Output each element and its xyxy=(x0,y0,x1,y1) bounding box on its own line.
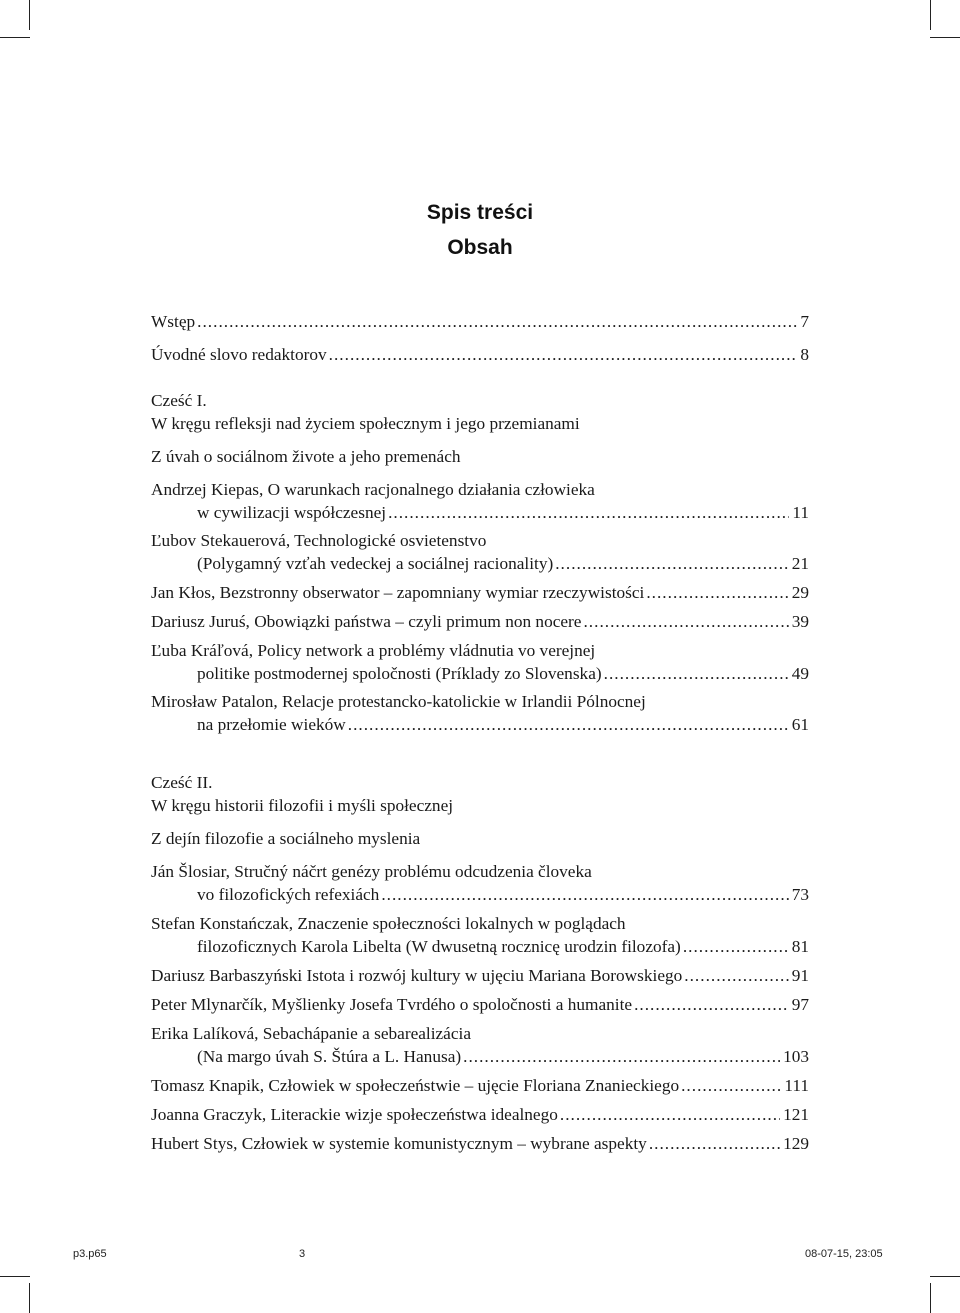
toc-entry[interactable] xyxy=(151,912,809,958)
crop-mark-top-right-horizontal xyxy=(930,37,960,38)
toc-part-2 xyxy=(151,771,809,1155)
toc-entry-text: Hubert Stys, Człowiek w systemie komunistycznym – wybrane aspekty xyxy=(151,1134,647,1153)
crop-mark-top-left-vertical xyxy=(29,0,30,30)
dot-leader xyxy=(683,935,789,958)
crop-mark-bottom-right-horizontal xyxy=(930,1276,960,1277)
toc-page-number: 73 xyxy=(791,885,809,904)
toc-entry[interactable] xyxy=(151,1022,809,1068)
dot-leader xyxy=(684,964,788,987)
crop-mark-bottom-left-vertical xyxy=(29,1283,30,1313)
toc-page-number: 97 xyxy=(791,995,809,1014)
toc-entry-text: Úvodné slovo redaktorov xyxy=(151,345,327,364)
toc-entry[interactable] xyxy=(151,478,809,524)
footer-file-name: p3.p65 xyxy=(73,1248,107,1260)
dot-leader xyxy=(381,883,788,906)
crop-mark-bottom-left-horizontal xyxy=(0,1276,30,1277)
toc-entry-line: Mirosław Patalon, Relacje protestancko-katolickie w Irlandii Pólnocnej xyxy=(151,692,646,711)
toc-entry[interactable] xyxy=(151,581,809,604)
toc-part-1 xyxy=(151,389,809,736)
toc-entry-line: Ľuba Kráľová, Policy network a problémy vládnutia vo verejnej xyxy=(151,641,596,660)
footer-page-number: 3 xyxy=(299,1248,306,1260)
toc-page-number: 129 xyxy=(783,1134,809,1153)
footer-timestamp: 08-07-15, 23:05 xyxy=(805,1248,883,1260)
toc-entry[interactable] xyxy=(151,639,809,685)
crop-mark-top-left-horizontal xyxy=(0,37,30,38)
dot-leader xyxy=(646,581,788,604)
toc-page-number: 29 xyxy=(791,583,809,602)
toc-entry-text: Joanna Graczyk, Literackie wizje społeczeństwa idealnego xyxy=(151,1105,558,1124)
toc-page-number: 81 xyxy=(791,937,809,956)
toc-page-number: 61 xyxy=(791,715,809,734)
dot-leader xyxy=(463,1045,780,1068)
toc-entry-text: (Na margo úvah S. Štúra a L. Hanusa) xyxy=(197,1047,462,1066)
toc-page-number: 103 xyxy=(783,1047,809,1066)
toc-entry-text: Peter Mlynarčík, Myšlienky Josefa Tvrdého o spoločnosti a humanite xyxy=(151,995,633,1014)
toc-entry[interactable] xyxy=(151,310,809,333)
toc-entry[interactable] xyxy=(151,1103,809,1126)
dot-leader xyxy=(560,1103,780,1126)
dot-leader xyxy=(388,501,789,524)
dot-leader xyxy=(555,552,788,575)
toc-entry[interactable] xyxy=(151,1074,809,1097)
dot-leader xyxy=(197,310,797,333)
toc-entry-text: Jan Kłos, Bezstronny obserwator – zapomniany wymiar rzeczywistości xyxy=(151,583,645,602)
toc-entry-line: Erika Lalíková, Sebachápanie a sebarealizácia xyxy=(151,1024,471,1043)
toc-page-number: 49 xyxy=(791,664,809,683)
toc-entry-line: Ľubov Stekauerová, Technologické osvietenstvo xyxy=(151,531,487,550)
toc-page-number: 91 xyxy=(791,966,809,985)
toc-page-number: 21 xyxy=(791,554,809,573)
toc-entry-text: na przełomie wieków xyxy=(197,715,346,734)
toc-entry[interactable] xyxy=(151,1132,809,1155)
crop-mark-top-right-vertical xyxy=(930,0,931,30)
title-slovak: Obsah xyxy=(447,236,513,259)
part-label: Cześć I. xyxy=(151,391,207,410)
toc-entry-text: filozoficznych Karola Libelta (W dwusetną rocznicę urodzin filozofa) xyxy=(197,937,681,956)
toc-entry[interactable] xyxy=(151,343,809,366)
toc-page-number: 11 xyxy=(792,503,809,522)
toc-entry-text: Tomasz Knapik, Człowiek w społeczeństwie – ujęcie Floriana Znanieckiego xyxy=(151,1076,680,1095)
toc-entry-text: Wstęp xyxy=(151,312,196,331)
dot-leader xyxy=(634,993,789,1016)
toc-entry-line: Stefan Konstańczak, Znaczenie społeczności lokalnych w poglądach xyxy=(151,914,626,933)
part-heading-polish: W kręgu historii filozofii i myśli społecznej xyxy=(151,796,454,815)
toc-page-number: 39 xyxy=(791,612,809,631)
toc-entry-text: Dariusz Barbaszyński Istota i rozwój kultury w ujęciu Mariana Borowskiego xyxy=(151,966,683,985)
part-heading-slovak: Z úvah o sociálnom živote a jeho premenách xyxy=(151,447,461,466)
toc-entry[interactable] xyxy=(151,690,809,736)
toc-entry-text: vo filozofických refexiách xyxy=(197,885,380,904)
toc-entry-text: w cywilizacji współczesnej xyxy=(197,503,387,522)
dot-leader xyxy=(681,1074,781,1097)
toc-entry-line: Andrzej Kiepas, O warunkach racjonalnego działania człowieka xyxy=(151,480,595,499)
toc-page-number: 8 xyxy=(800,345,809,364)
part-label: Cześć II. xyxy=(151,773,213,792)
part-heading-slovak: Z dejín filozofie a sociálneho myslenia xyxy=(151,829,421,848)
toc-entry[interactable] xyxy=(151,993,809,1016)
dot-leader xyxy=(329,343,798,366)
toc-entry[interactable] xyxy=(151,610,809,633)
dot-leader xyxy=(583,610,788,633)
toc-entry-text: Dariusz Juruś, Obowiązki państwa – czyli primum non nocere xyxy=(151,612,582,631)
dot-leader xyxy=(604,662,789,685)
toc-entry-text: (Polygamný vzťah vedeckej a sociálnej racionality) xyxy=(197,554,554,573)
dot-leader xyxy=(348,713,789,736)
toc-page-number: 111 xyxy=(784,1076,809,1095)
toc-entry[interactable] xyxy=(151,860,809,906)
toc-entry[interactable] xyxy=(151,964,809,987)
toc-entry-text: politike postmodernej spoločnosti (Príklady zo Slovenska) xyxy=(197,664,602,683)
part-heading-polish: W kręgu refleksji nad życiem społecznym i jego przemianami xyxy=(151,414,580,433)
toc-entry-line: Ján Šlosiar, Stručný náčrt genézy problému odcudzenia človeka xyxy=(151,862,592,881)
toc-page-number: 7 xyxy=(800,312,809,331)
toc-entry[interactable] xyxy=(151,529,809,575)
crop-mark-bottom-right-vertical xyxy=(930,1283,931,1313)
title-polish: Spis treści xyxy=(426,201,534,224)
toc-intro xyxy=(151,310,809,366)
dot-leader xyxy=(649,1132,780,1155)
toc-page-number: 121 xyxy=(783,1105,809,1124)
